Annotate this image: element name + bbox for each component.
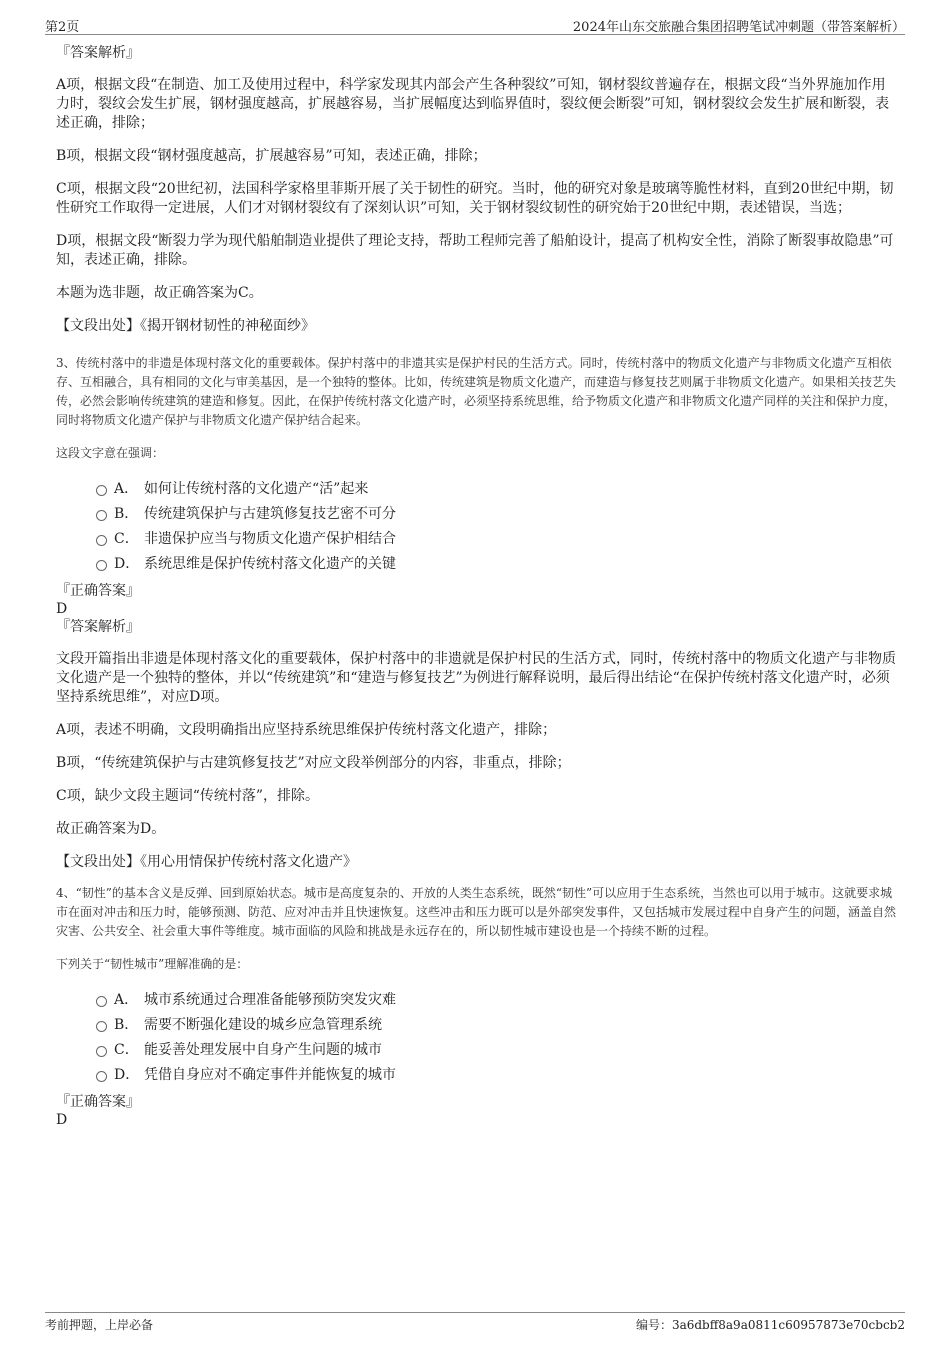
- q2-analysis-c: C项，根据文段“20世纪初，法国科学家格里菲斯开展了关于韧性的研究。当时，他的研究对象是玻璃等脆性材料，直到20世纪中期，韧性研究工作取得一定进展，人们才对钢材裂纹有了深刻认识”可知，关于钢材裂纹韧性的研究始于20世纪中期，表述错误，当选；: [56, 181, 894, 216]
- q4-option-d[interactable]: D． 凭借自身应对不确定事件并能恢复的城市: [96, 1063, 896, 1088]
- q3-option-a[interactable]: A． 如何让传统村落的文化遗产“活”起来: [96, 477, 896, 502]
- q2-conclusion: 本题为选非题，故正确答案为C。: [56, 285, 263, 301]
- q3-analysis-main: 文段开篇指出非遗是体现村落文化的重要载体，保护村落中的非遗就是保护村民的生活方式，同时，传统村落中的物质文化遗产与非物质文化遗产是一个独特的整体，并以“传统建筑”和“建造与修复技艺”为例进行解释说明，最后得出结论“在保护传统村落文化遗产时，必须坚持系统思维”，对应D项。: [56, 651, 896, 705]
- q3-analysis-b: B项，“传统建筑保护与古建筑修复技艺”对应文段举例部分的内容，非重点，排除；: [56, 755, 571, 771]
- q4-stem: 4、“韧性”的基本含义是反弹、回到原始状态。城市是高度复杂的、开放的人类生态系统，既然“韧性”可以应用于生态系统，当然也可以用于城市。这就要求城市在面对冲击和压力时，能够预测、防范、应对冲击并且快速恢复。这些冲击和压力既可以是外部突发事件，又包括城市发展过程中自身产生的问题，涵盖自然灾害、公共安全、社会重大事件等维度。城市面临的风险和挑战是永远存在的，所以韧性城市建设也是一个持续不断的过程。: [56, 886, 897, 938]
- document-title: 2024年山东交旅融合集团招聘笔试冲刺题（带答案解析）: [572, 20, 905, 35]
- q3-option-c[interactable]: C． 非遗保护应当与物质文化遗产保护相结合: [96, 527, 896, 552]
- q4-question: 下列关于“韧性城市”理解准确的是：: [56, 957, 249, 971]
- q3-answer: D: [56, 601, 68, 617]
- radio-icon[interactable]: [96, 535, 107, 546]
- q4-options: [56, 988, 896, 1088]
- radio-icon[interactable]: [96, 485, 107, 496]
- document-id: 编号：3a6dbff8a9a0811c60957873e70cbcb2: [635, 1318, 905, 1332]
- q3-analysis-label: 『答案解析』: [56, 619, 140, 635]
- q4-answer-label: 『正确答案』: [56, 1094, 140, 1110]
- q3-analysis-c: C项，缺少文段主题词“传统村落”，排除。: [56, 788, 320, 804]
- q3-option-d[interactable]: D． 系统思维是保护传统村落文化遗产的关键: [96, 552, 896, 577]
- q2-analysis-d: D项，根据文段“断裂力学为现代船舶制造业提供了理论支持，帮助工程师完善了船舶设计，提高了机构安全性，消除了断裂事故隐患”可知，表述正确，排除。: [56, 233, 894, 268]
- q2-source: 【文段出处】《揭开钢材韧性的神秘面纱》: [56, 318, 315, 334]
- q2-analysis-a: A项，根据文段“在制造、加工及使用过程中，科学家发现其内部会产生各种裂纹”可知，钢材裂纹普遍存在，根据文段“当外界施加作用力时，裂纹会发生扩展，钢材强度越高，扩展越容易，当扩展幅度达到临界值时，裂纹便会断裂”可知，钢材裂纹会发生扩展和断裂，表述正确，排除；: [56, 77, 890, 131]
- radio-icon[interactable]: [96, 510, 107, 521]
- q3-question: 这段文字意在强调：: [56, 446, 165, 460]
- page-footer: [45, 1312, 905, 1332]
- page-content: [56, 44, 896, 1129]
- q3-conclusion: 故正确答案为D。: [56, 821, 166, 837]
- q3-analysis-a: A项，表述不明确，文段明确指出应坚持系统思维保护传统村落文化遗产，排除；: [56, 722, 557, 738]
- q2-analysis-b: B项，根据文段“钢材强度越高，扩展越容易”可知，表述正确，排除；: [56, 148, 487, 164]
- radio-icon[interactable]: [96, 1071, 107, 1082]
- radio-icon[interactable]: [96, 996, 107, 1007]
- page-number: 第2页: [45, 20, 80, 35]
- q3-options: [56, 477, 896, 577]
- radio-icon[interactable]: [96, 560, 107, 571]
- radio-icon[interactable]: [96, 1021, 107, 1032]
- q2-analysis-label: 『答案解析』: [56, 45, 140, 61]
- page-header: [45, 14, 905, 35]
- q3-stem: 3、传统村落中的非遗是体现村落文化的重要载体。保护村落中的非遗其实是保护村民的生活方式。同时，传统村落中的物质文化遗产与非物质文化遗产互相依存、互相融合，具有相同的文化与审美基因，是一个独特的整体。比如，传统建筑是物质文化遗产，而建造与修复技艺则属于非物质文化遗产。如果相关技艺失传，必然会影响传统建筑的建造和修复。因此，在保护传统村落文化遗产时，必须坚持系统思维，给予物质文化遗产和非物质文化遗产同样的关注和保护力度，同时将物质文化遗产保护与非物质文化遗产保护结合起来。: [56, 356, 897, 427]
- q4-option-c[interactable]: C． 能妥善处理发展中自身产生问题的城市: [96, 1038, 896, 1063]
- q4-option-b[interactable]: B． 需要不断强化建设的城乡应急管理系统: [96, 1013, 896, 1038]
- q4-option-a[interactable]: A． 城市系统通过合理准备能够预防突发灾难: [96, 988, 896, 1013]
- footer-slogan: 考前押题，上岸必备: [45, 1318, 154, 1332]
- q3-option-b[interactable]: B． 传统建筑保护与古建筑修复技艺密不可分: [96, 502, 896, 527]
- radio-icon[interactable]: [96, 1046, 107, 1057]
- q3-source: 【文段出处】《用心用情保护传统村落文化遗产》: [56, 854, 357, 870]
- q4-answer: D: [56, 1112, 68, 1128]
- q3-answer-label: 『正确答案』: [56, 583, 140, 599]
